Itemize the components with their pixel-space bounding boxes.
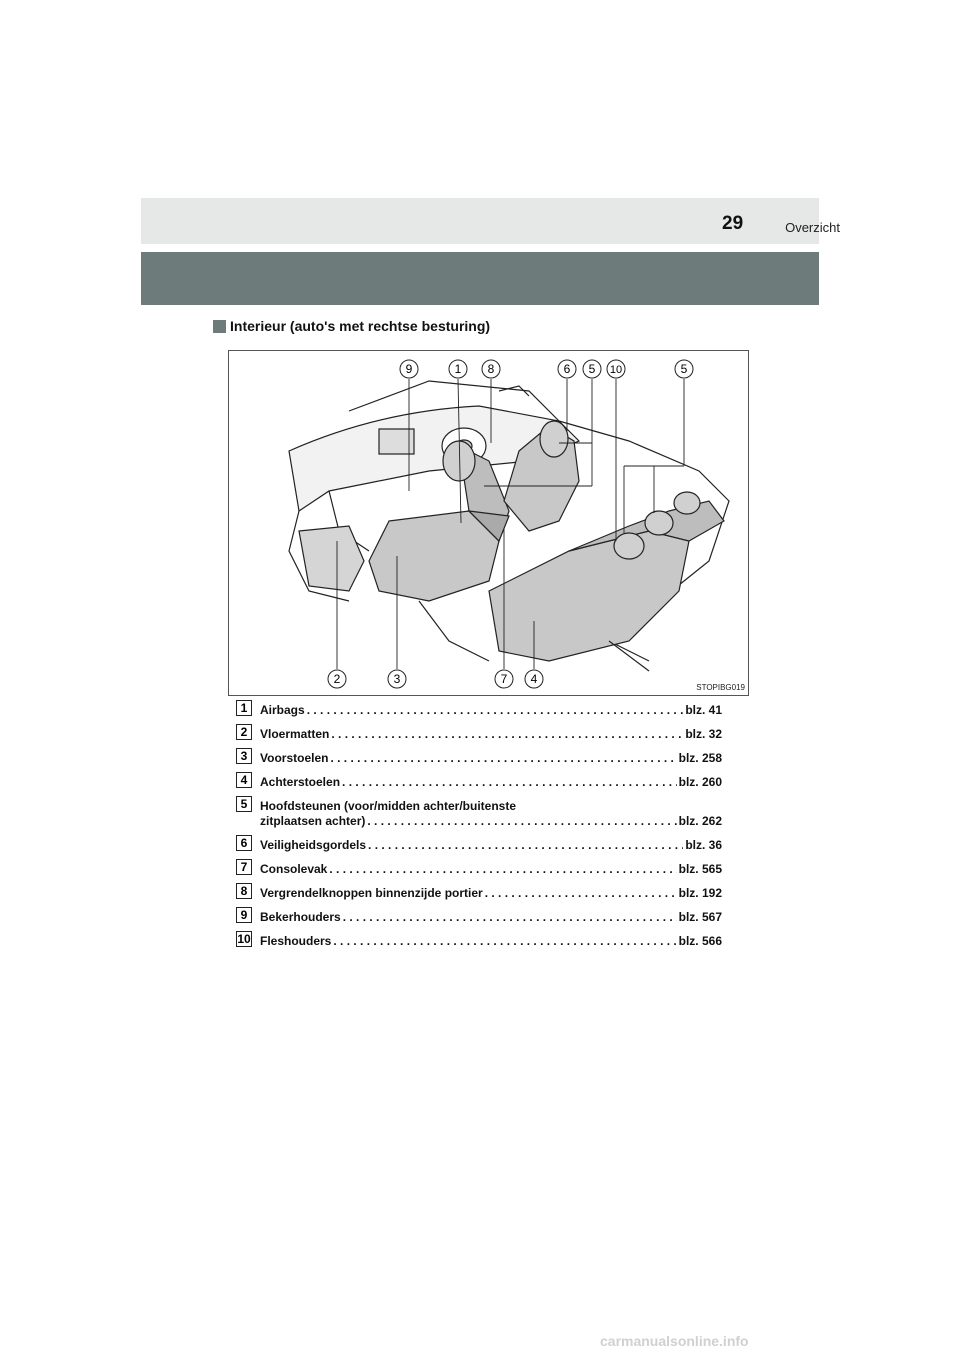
- legend-item: [236, 751, 722, 766]
- legend-label: Vloermatten: [260, 727, 330, 741]
- svg-text:3: 3: [393, 672, 401, 686]
- chapter-title: Overzicht: [785, 220, 840, 235]
- svg-text:3: 3: [240, 749, 248, 763]
- legend-label: Fleshouders: [260, 934, 332, 948]
- footer-watermark: carmanualsonline.info: [600, 1333, 749, 1349]
- legend-label: Bekerhouders: [260, 910, 341, 924]
- callout-2: [328, 670, 346, 688]
- number-badge-icon: [236, 907, 252, 923]
- car-interior-illustration: [229, 351, 748, 695]
- page-reference: blz. 262: [678, 814, 722, 828]
- number-badge-icon: [236, 796, 252, 812]
- number-badge-icon: [236, 883, 252, 899]
- svg-text:2: 2: [240, 725, 248, 739]
- callout-3: [388, 670, 406, 688]
- page-reference: blz. 566: [678, 934, 722, 948]
- number-badge-icon: [236, 700, 252, 716]
- legend-label: Airbags: [260, 703, 305, 717]
- legend-label: zitplaatsen achter): [260, 814, 366, 828]
- legend-label: Voorstoelen: [260, 751, 329, 765]
- legend-label: Veiligheidsgordels: [260, 838, 367, 852]
- bottom-callouts: [328, 670, 543, 688]
- svg-text:9: 9: [405, 362, 413, 376]
- section-square-icon: [213, 320, 226, 333]
- number-badge-icon: [236, 748, 252, 764]
- legend-item: [236, 934, 722, 949]
- page-reference: blz. 258: [678, 751, 722, 765]
- svg-text:5: 5: [680, 362, 688, 376]
- callout-1: [449, 360, 467, 378]
- number-badge-icon: [236, 835, 252, 851]
- number-badge-icon: [236, 772, 252, 788]
- callout-8: [482, 360, 500, 378]
- legend-item: [236, 727, 722, 742]
- svg-text:6: 6: [563, 362, 571, 376]
- svg-text:4: 4: [240, 773, 248, 787]
- legend-list: [236, 703, 722, 958]
- header-bar: [141, 198, 819, 244]
- legend-item: [236, 862, 722, 877]
- callout-9: [400, 360, 418, 378]
- legend-item: [236, 775, 722, 790]
- legend-item: [236, 838, 722, 853]
- svg-text:5: 5: [588, 362, 596, 376]
- legend-label: Consolevak: [260, 862, 328, 876]
- callout-10: [607, 360, 625, 378]
- page-number: 29: [722, 213, 744, 234]
- page-reference: blz. 565: [678, 862, 722, 876]
- legend-item: [236, 886, 722, 901]
- callout-4: [525, 670, 543, 688]
- legend-label: Vergrendelknoppen binnenzijde portier: [260, 886, 483, 900]
- svg-text:9: 9: [240, 908, 248, 922]
- section-band: [141, 252, 819, 305]
- page-reference: blz. 192: [678, 886, 722, 900]
- callout-5a: [583, 360, 601, 378]
- legend-item: [236, 703, 722, 718]
- callout-6: [558, 360, 576, 378]
- svg-text:10: 10: [237, 932, 251, 946]
- svg-text:1: 1: [240, 701, 248, 715]
- svg-text:1: 1: [454, 362, 462, 376]
- page-reference: blz. 32: [685, 727, 722, 741]
- svg-text:7: 7: [240, 860, 248, 874]
- svg-text:8: 8: [240, 884, 248, 898]
- page-reference: blz. 567: [678, 910, 722, 924]
- legend-label-line1: Hoofdsteunen (voor/midden achter/buitenste: [260, 799, 517, 813]
- callout-5b: [675, 360, 693, 378]
- section-heading-text: Interieur (auto's met rechtse besturing): [230, 318, 491, 334]
- legend-item: [236, 799, 722, 829]
- page-reference: blz. 41: [685, 703, 722, 717]
- interior-figure: [228, 350, 749, 696]
- section-heading: [213, 318, 490, 334]
- page-reference: blz. 260: [678, 775, 722, 789]
- number-badge-icon: [236, 859, 252, 875]
- svg-text:2: 2: [333, 672, 341, 686]
- number-badge-icon: [236, 724, 252, 740]
- svg-text:4: 4: [530, 672, 538, 686]
- svg-text:8: 8: [487, 362, 495, 376]
- svg-text:5: 5: [240, 797, 248, 811]
- top-callouts: [400, 360, 693, 378]
- callout-7: [495, 670, 513, 688]
- legend-item: [236, 910, 722, 925]
- number-badge-icon: [236, 931, 252, 947]
- svg-text:10: 10: [609, 364, 623, 376]
- svg-text:6: 6: [240, 836, 248, 850]
- legend-label: Achterstoelen: [260, 775, 341, 789]
- svg-text:7: 7: [500, 672, 508, 686]
- page-reference: blz. 36: [685, 838, 722, 852]
- figure-code: STOPIBG019: [696, 683, 745, 692]
